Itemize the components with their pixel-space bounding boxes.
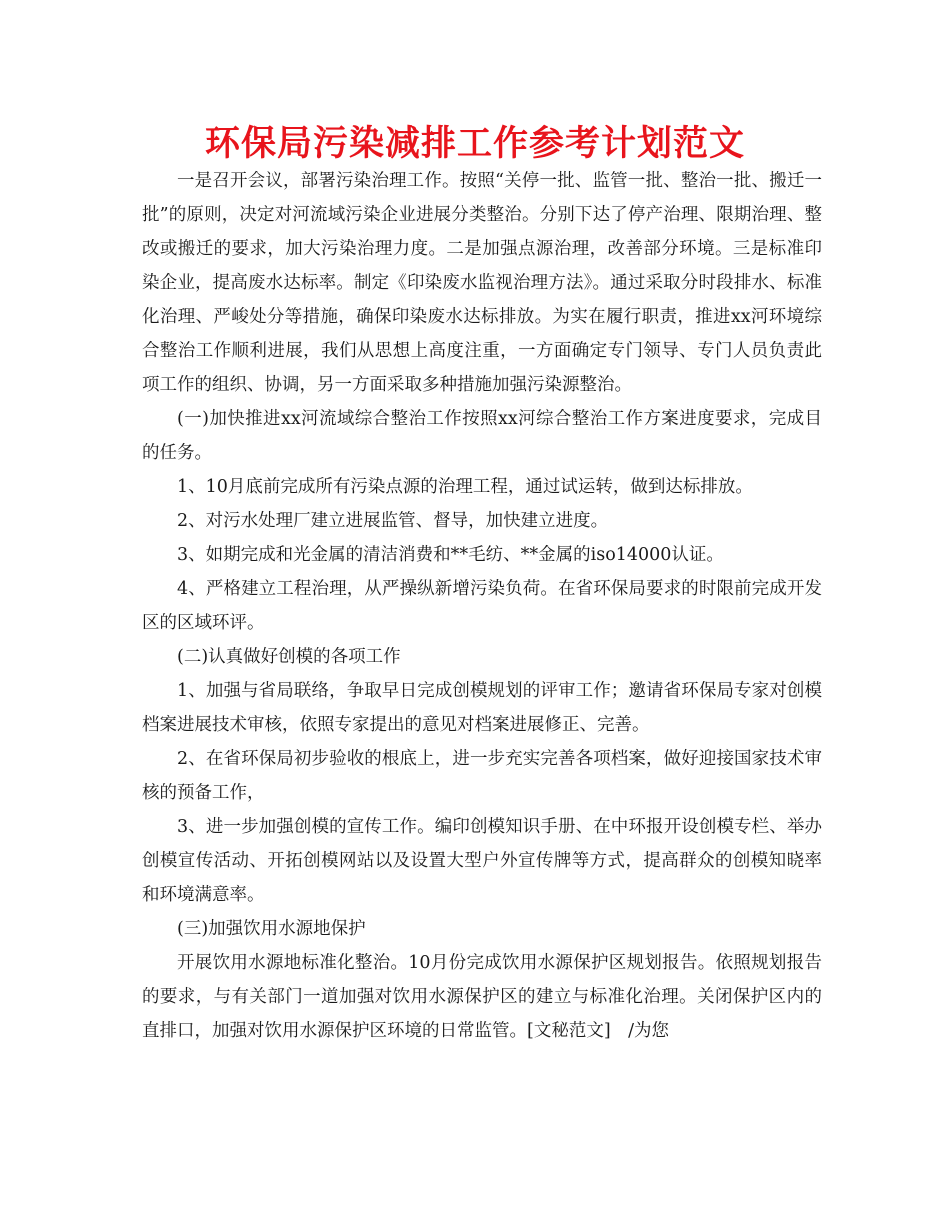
section-heading: (二)认真做好创模的各项工作	[177, 647, 401, 667]
paragraph: (一)加快推进xx河流域综合整治工作按照xx河综合整治工作方案进度要求，完成目的任务。	[142, 409, 822, 463]
paragraph: 3、如期完成和光金属的清洁消费和**毛纺、**金属的iso14000认证。	[177, 545, 724, 565]
document-body	[142, 164, 822, 1048]
paragraph: 一是召开会议，部署污染治理工作。按照“关停一批、监管一批、整治一批、搬迁一批”的原则，决定对河流域污染企业进展分类整治。分别下达了停产治理、限期治理、整改或搬迁的要求，加大污染治理力度。二是加强点源治理，改善部分环境。三是标准印染企业，提高废水达标率。制定《印染废水监视治理方法》。通过采取分时段排水、标准化治理、严峻处分等措施，确保印染废水达标排放。为实在履行职责，推进xx河环境综合整治工作顺利进展，我们从思想上高度注重，一方面确定专门领导、专门人员负责此项工作的组织、协调，另一方面采取多种措施加强污染源整治。	[142, 171, 822, 395]
paragraph: 2、对污水处理厂建立进展监管、督导，加快建立进度。	[177, 511, 609, 531]
document-title: 环保局污染减排工作参考计划范文	[204, 124, 745, 164]
paragraph: 3、进一步加强创模的宣传工作。编印创模知识手册、在中环报开设创模专栏、举办创模宣传活动、开拓创模网站以及设置大型户外宣传牌等方式，提高群众的创模知晓率和环境满意率。	[142, 817, 822, 905]
paragraph: 开展饮用水源地标准化整治。10月份完成饮用水源保护区规划报告。依照规划报告的要求，与有关部门一道加强对饮用水源保护区的建立与标准化治理。关闭保护区内的直排口，加强对饮用水源保护区环境的日常监管。[文秘范文] /为您	[142, 953, 822, 1041]
section-heading: (三)加强饮用水源地保护	[177, 919, 366, 939]
paragraph: 1、10月底前完成所有污染点源的治理工程，通过试运转，做到达标排放。	[177, 477, 753, 497]
paragraph: 1、加强与省局联络，争取早日完成创模规划的评审工作；邀请省环保局专家对创模档案进展技术审核，依照专家提出的意见对档案进展修正、完善。	[142, 681, 822, 735]
paragraph: 4、严格建立工程治理，从严操纵新增污染负荷。在省环保局要求的时限前完成开发区的区域环评。	[142, 579, 822, 633]
paragraph: 2、在省环保局初步验收的根底上，进一步充实完善各项档案，做好迎接国家技术审核的预备工作，	[142, 749, 822, 803]
